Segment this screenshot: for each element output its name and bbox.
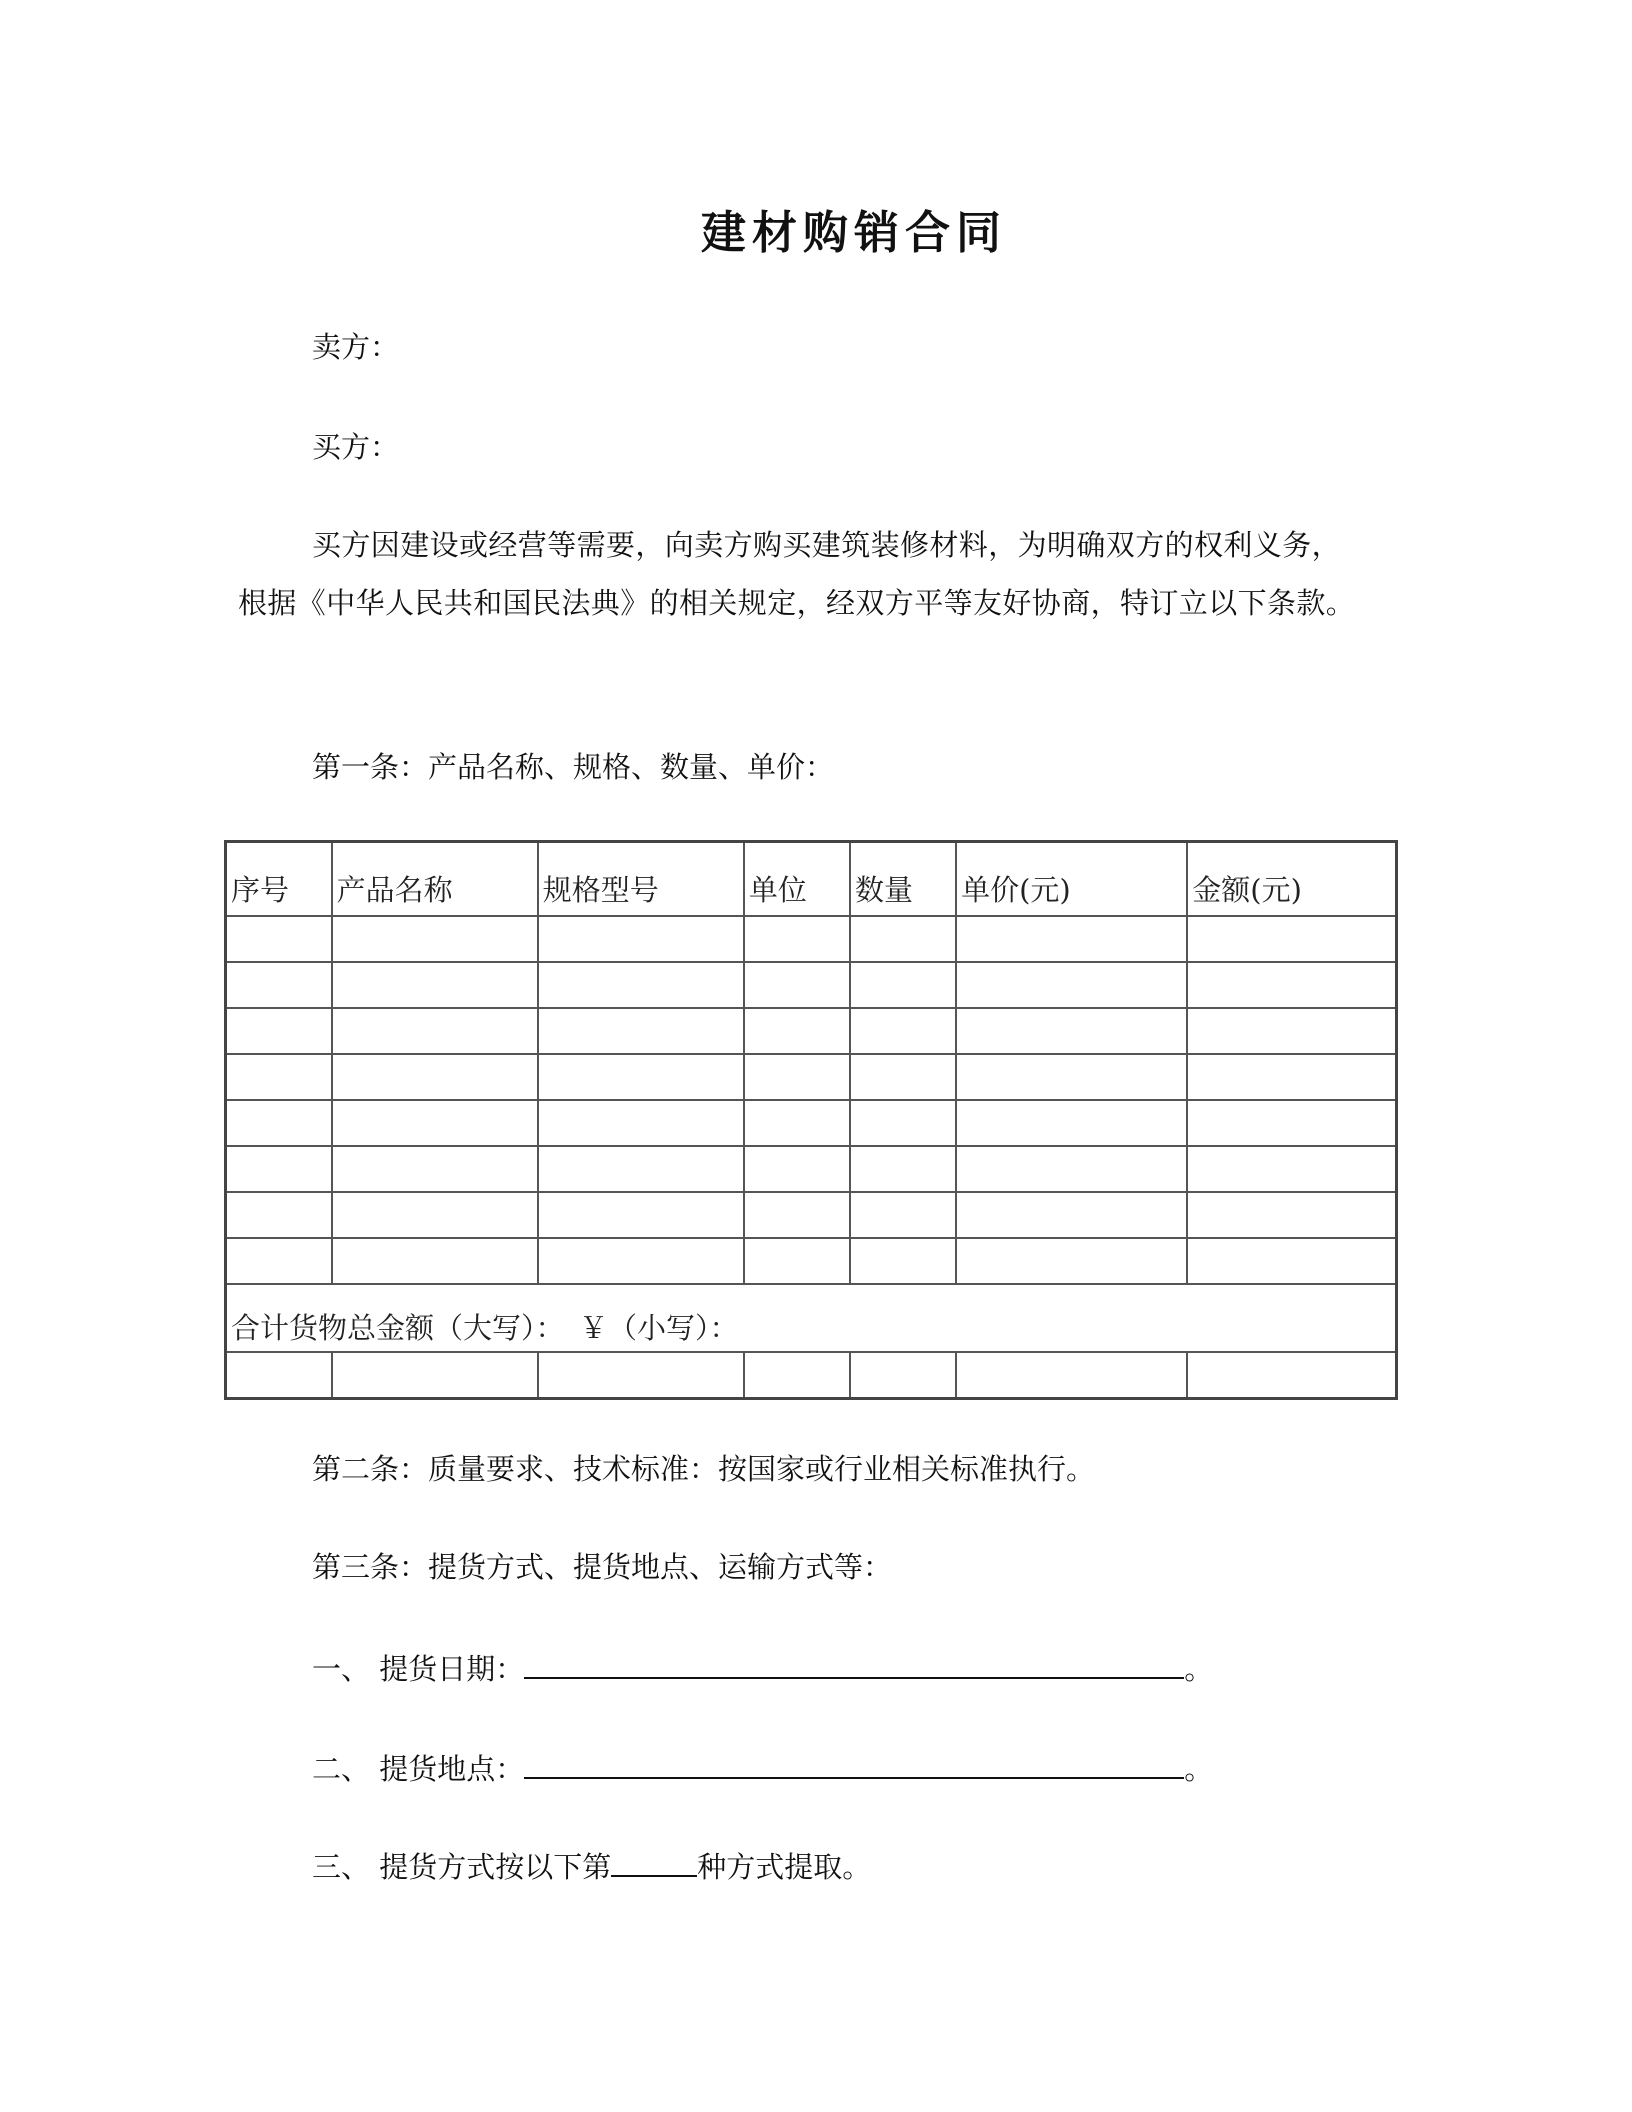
table-cell[interactable] bbox=[1187, 1146, 1396, 1192]
document-title: 建材购销合同 bbox=[700, 206, 1007, 259]
table-cell[interactable] bbox=[956, 1054, 1187, 1100]
table-cell[interactable] bbox=[332, 1146, 538, 1192]
pickup-location-line bbox=[312, 1740, 1213, 1798]
table-cell[interactable] bbox=[956, 1100, 1187, 1146]
table-cell[interactable] bbox=[332, 1352, 538, 1399]
table-cell[interactable] bbox=[1187, 1008, 1396, 1054]
table-cell[interactable] bbox=[538, 1054, 744, 1100]
header-cell: 单价(元) bbox=[956, 842, 1187, 917]
table-cell[interactable] bbox=[226, 1192, 332, 1238]
pickup-date-field[interactable] bbox=[524, 1647, 1184, 1679]
table-cell[interactable] bbox=[1187, 1100, 1396, 1146]
table-cell[interactable] bbox=[744, 1238, 850, 1284]
table-cell[interactable] bbox=[744, 1146, 850, 1192]
table-cell[interactable] bbox=[332, 1100, 538, 1146]
table-cell[interactable] bbox=[226, 1008, 332, 1054]
pickup-method-label: 三、 提货方式按以下第 bbox=[312, 1850, 612, 1884]
table-cell[interactable] bbox=[956, 1238, 1187, 1284]
header-cell: 序号 bbox=[226, 842, 332, 917]
table-cell[interactable] bbox=[538, 1238, 744, 1284]
header-cell: 单位 bbox=[744, 842, 850, 917]
table-row bbox=[226, 916, 1397, 962]
pickup-location-end: 。 bbox=[1184, 1752, 1214, 1786]
table-cell[interactable] bbox=[1187, 1352, 1396, 1399]
pickup-date-end: 。 bbox=[1184, 1652, 1214, 1686]
header-cell: 金额(元) bbox=[1187, 842, 1396, 917]
table-cell[interactable] bbox=[956, 916, 1187, 962]
table-cell[interactable] bbox=[538, 916, 744, 962]
table-cell[interactable] bbox=[1187, 1054, 1396, 1100]
table-cell[interactable] bbox=[850, 1352, 956, 1399]
table-row bbox=[226, 1100, 1397, 1146]
seller-label: 卖方： bbox=[312, 330, 400, 364]
table-row bbox=[226, 1192, 1397, 1238]
table-row bbox=[226, 1008, 1397, 1054]
table-cell[interactable] bbox=[226, 1100, 332, 1146]
table-cell[interactable] bbox=[226, 1146, 332, 1192]
table-row bbox=[226, 1238, 1397, 1284]
table-cell[interactable] bbox=[332, 1008, 538, 1054]
pickup-location-label: 二、 提货地点： bbox=[312, 1752, 525, 1786]
table-row bbox=[226, 1054, 1397, 1100]
table-cell[interactable] bbox=[956, 1008, 1187, 1054]
table-cell[interactable] bbox=[538, 1146, 744, 1192]
table-cell[interactable] bbox=[850, 1100, 956, 1146]
table-cell[interactable] bbox=[226, 1352, 332, 1399]
pickup-method-field[interactable] bbox=[611, 1845, 697, 1877]
buyer-label: 买方： bbox=[312, 430, 400, 464]
table-cell[interactable] bbox=[332, 1192, 538, 1238]
table-cell[interactable] bbox=[538, 1100, 744, 1146]
article-1-heading: 第一条：产品名称、规格、数量、单价： bbox=[312, 750, 835, 784]
header-cell: 规格型号 bbox=[538, 842, 744, 917]
table-row bbox=[226, 962, 1397, 1008]
table-cell[interactable] bbox=[850, 1008, 956, 1054]
total-row bbox=[226, 1284, 1397, 1352]
table-cell[interactable] bbox=[538, 1192, 744, 1238]
table-cell[interactable] bbox=[332, 1054, 538, 1100]
intro-paragraph: 买方因建设或经营等需要，向卖方购买建筑装修材料，为明确双方的权利义务，根据《中华人民共和国民法典》的相关规定，经双方平等友好协商，特订立以下条款。 bbox=[238, 528, 1356, 620]
table-cell[interactable] bbox=[744, 1008, 850, 1054]
table-cell[interactable] bbox=[226, 916, 332, 962]
table-cell[interactable] bbox=[1187, 916, 1396, 962]
total-amount-label: 合计货物总金额（大写）： ￥（小写）： bbox=[226, 1284, 1397, 1352]
pickup-date-label: 一、 提货日期： bbox=[312, 1652, 525, 1686]
table-cell[interactable] bbox=[226, 1054, 332, 1100]
header-cell: 产品名称 bbox=[332, 842, 538, 917]
article-2-text: 第二条：质量要求、技术标准：按国家或行业相关标准执行。 bbox=[312, 1452, 1096, 1486]
table-cell[interactable] bbox=[850, 1054, 956, 1100]
table-cell[interactable] bbox=[956, 1146, 1187, 1192]
goods-table bbox=[224, 840, 1398, 1400]
pickup-method-line bbox=[312, 1838, 871, 1896]
table-cell[interactable] bbox=[850, 1192, 956, 1238]
table-cell[interactable] bbox=[850, 1238, 956, 1284]
table-row bbox=[226, 1146, 1397, 1192]
table-cell[interactable] bbox=[226, 962, 332, 1008]
header-cell: 数量 bbox=[850, 842, 956, 917]
table-cell[interactable] bbox=[538, 962, 744, 1008]
table-header-row bbox=[226, 842, 1397, 917]
table-cell[interactable] bbox=[744, 962, 850, 1008]
table-cell[interactable] bbox=[1187, 962, 1396, 1008]
table-cell[interactable] bbox=[1187, 1238, 1396, 1284]
table-cell[interactable] bbox=[744, 1100, 850, 1146]
table-cell[interactable] bbox=[956, 962, 1187, 1008]
table-cell[interactable] bbox=[850, 1146, 956, 1192]
table-cell[interactable] bbox=[956, 1192, 1187, 1238]
table-cell[interactable] bbox=[850, 962, 956, 1008]
table-cell[interactable] bbox=[226, 1238, 332, 1284]
table-cell[interactable] bbox=[956, 1352, 1187, 1399]
table-cell[interactable] bbox=[850, 916, 956, 962]
table-cell[interactable] bbox=[538, 1352, 744, 1399]
pickup-method-end: 种方式提取。 bbox=[697, 1850, 872, 1884]
table-cell[interactable] bbox=[744, 916, 850, 962]
table-cell[interactable] bbox=[744, 1352, 850, 1399]
article-3-heading: 第三条：提货方式、提货地点、运输方式等： bbox=[312, 1550, 893, 1584]
table-cell[interactable] bbox=[744, 1054, 850, 1100]
table-cell[interactable] bbox=[744, 1192, 850, 1238]
pickup-date-line bbox=[312, 1640, 1213, 1698]
table-cell[interactable] bbox=[332, 916, 538, 962]
table-cell[interactable] bbox=[1187, 1192, 1396, 1238]
table-cell[interactable] bbox=[538, 1008, 744, 1054]
table-cell[interactable] bbox=[332, 962, 538, 1008]
table-cell[interactable] bbox=[332, 1238, 538, 1284]
pickup-location-field[interactable] bbox=[524, 1747, 1184, 1779]
table-row bbox=[226, 1352, 1397, 1399]
